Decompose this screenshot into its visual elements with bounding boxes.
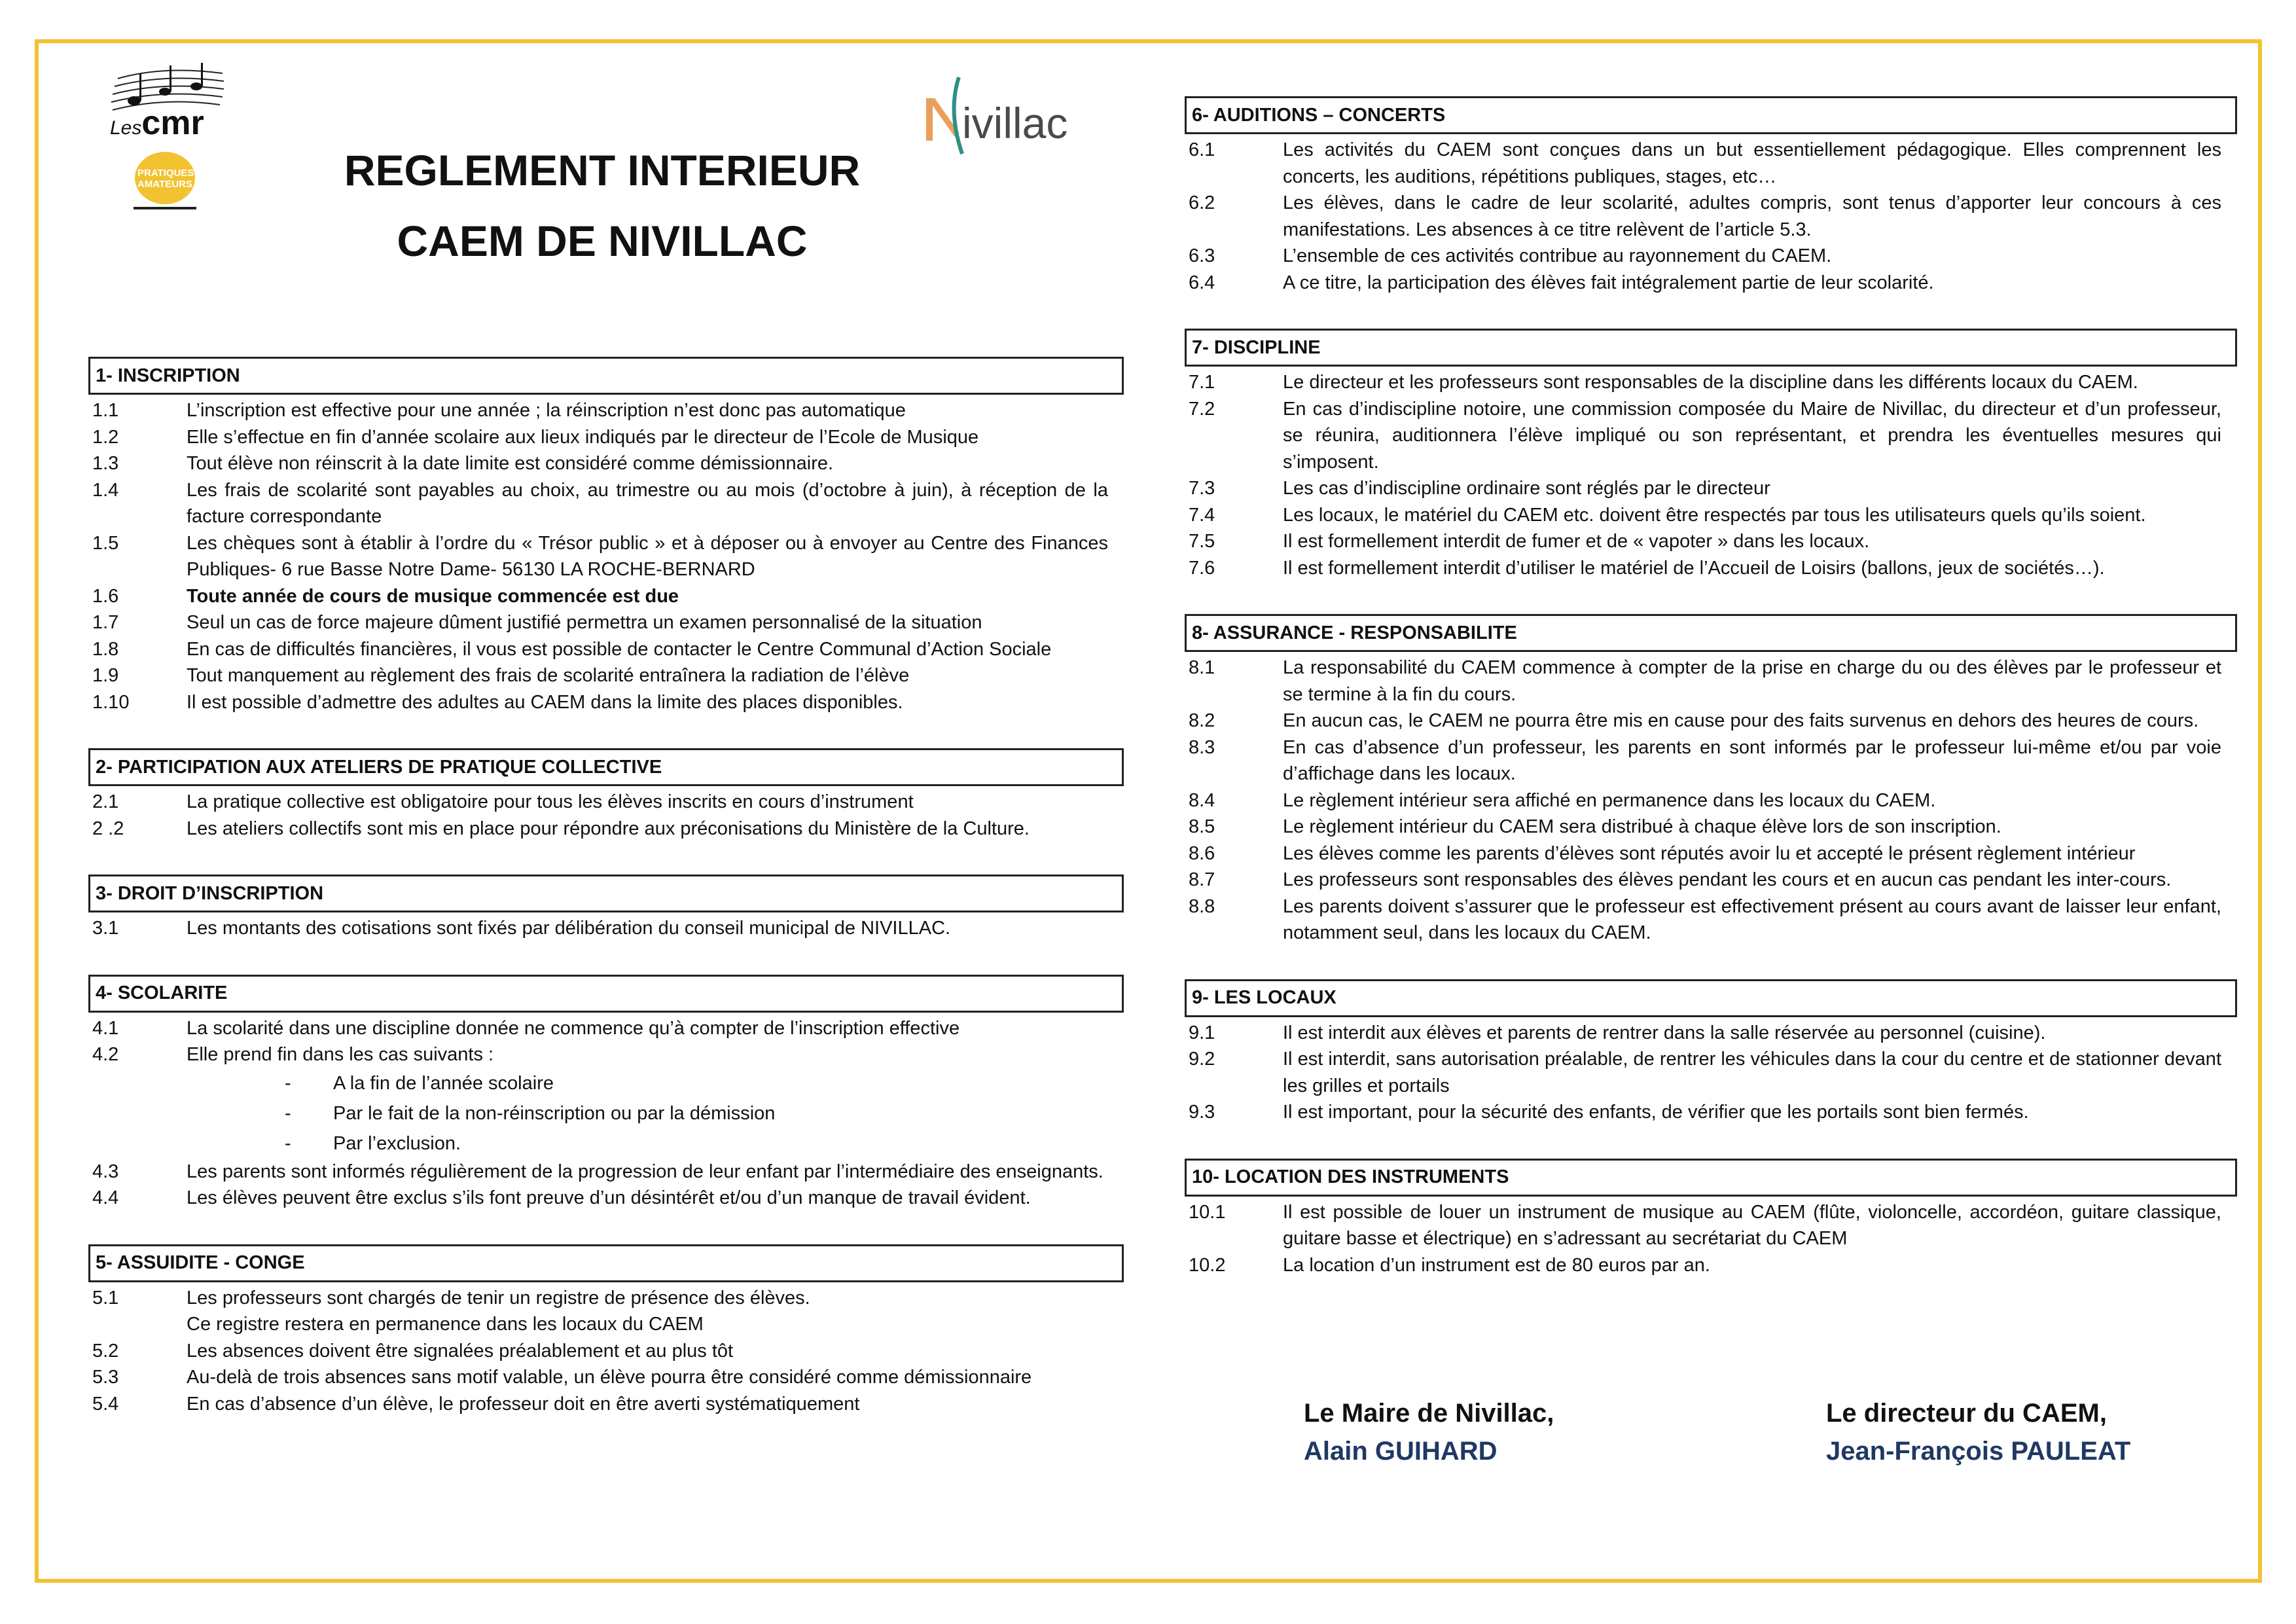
article-item <box>1185 190 2237 243</box>
article-text: Les absences doivent être signalées préalablement et au plus tôt <box>187 1340 734 1362</box>
article-item <box>88 477 1124 530</box>
article-number: 6.3 <box>1189 245 1215 266</box>
article-text: Les élèves, dans le cadre de leur scolarité, adultes compris, sont tenus d’apporter leur concours à ces manifestations. Les absences à ce titre relèvent de l’article 5.3. <box>1283 192 2221 240</box>
article-text: Au-delà de trois absences sans motif valable, un élève pourra être considéré comme démissionnaire <box>187 1367 1032 1388</box>
article-number: 8.5 <box>1189 816 1215 837</box>
article-item <box>1185 528 2237 555</box>
article-text: Tout élève non réinscrit à la date limite est considéré comme démissionnaire. <box>187 453 834 474</box>
article-item <box>88 1338 1124 1365</box>
article-text: La responsabilité du CAEM commence à compter de la prise en charge du ou des élèves par le professeur et se termine à la fin du cours. <box>1283 657 2221 705</box>
article-number: 1.3 <box>92 453 119 474</box>
article-text: La location d’un instrument est de 80 euros par an. <box>1283 1254 1710 1276</box>
article-number: 10.2 <box>1189 1254 1226 1276</box>
article-item <box>88 816 1124 842</box>
article-item <box>88 1285 1124 1312</box>
article-number: 1.4 <box>92 479 119 501</box>
article-item <box>88 789 1124 816</box>
article-number: 1.8 <box>92 638 119 660</box>
article-number: 1.6 <box>92 585 119 607</box>
article-item <box>88 397 1124 424</box>
article-number: 8.4 <box>1189 789 1215 811</box>
article-text: Le règlement intérieur du CAEM sera distribué à chaque élève lors de son inscription. <box>1283 816 2001 837</box>
mayor-signature <box>1304 1394 1554 1470</box>
article-item <box>88 424 1124 451</box>
section-heading: 1- INSCRIPTION <box>88 357 1124 395</box>
article-number: 7.4 <box>1189 504 1215 526</box>
director-name: Jean-François PAULEAT <box>1826 1437 2131 1466</box>
article-text: L’ensemble de ces activités contribue au rayonnement du CAEM. <box>1283 245 1832 266</box>
article-text: Le règlement intérieur sera affiché en permanence dans les locaux du CAEM. <box>1283 789 1936 811</box>
subitem-text: Par l’exclusion. <box>333 1132 461 1154</box>
article-number: 1.5 <box>92 532 119 554</box>
article-item <box>88 636 1124 663</box>
article-text: En aucun cas, le CAEM ne pourra être mis en cause pour des faits survenus en dehors des heures de cours. <box>1283 710 2199 731</box>
article-item <box>88 1041 1124 1068</box>
article-number: 5.3 <box>92 1367 119 1388</box>
article-item <box>1185 893 2237 947</box>
article-text: Tout manquement au règlement des frais de scolarité entraînera la radiation de l’élève <box>187 665 910 686</box>
article-item <box>88 609 1124 636</box>
article-text: Ce registre restera en permanence dans les locaux du CAEM <box>187 1314 704 1335</box>
article-number: 4.3 <box>92 1161 119 1182</box>
article-item <box>1185 555 2237 582</box>
article-item <box>1185 867 2237 893</box>
article-item <box>88 1159 1124 1185</box>
article-item <box>1185 655 2237 708</box>
logo-cmr-prefix: Les <box>110 117 142 139</box>
article-number: 6.4 <box>1189 272 1215 293</box>
article-item <box>1185 787 2237 814</box>
article-text: Il est formellement interdit de fumer et de « vapoter » dans les locaux. <box>1283 531 1870 552</box>
article-text: L’inscription est effective pour une année ; la réinscription n’est donc pas automatique <box>187 400 906 421</box>
article-text: Les professeurs sont chargés de tenir un registre de présence des élèves. <box>187 1287 810 1308</box>
article-number: 3.1 <box>92 918 119 939</box>
section-heading: 5- ASSUIDITE - CONGE <box>88 1244 1124 1282</box>
article-number: 1.2 <box>92 426 119 448</box>
article-text: La scolarité dans une discipline donnée ne commence qu’à compter de l’inscription effective <box>187 1017 960 1039</box>
subitem-text: A la fin de l’année scolaire <box>333 1072 554 1094</box>
article-text: Les activités du CAEM sont conçues dans un but essentiellement pédagogique. Elles comprennent les concerts, les auditions, répétitions publiques, stages, etc… <box>1283 139 2221 187</box>
article-item <box>1185 243 2237 270</box>
logo-nivillac-text: ivillac <box>962 99 1068 147</box>
article-number: 4.1 <box>92 1017 119 1039</box>
article-text: A ce titre, la participation des élèves fait intégralement partie de leur scolarité. <box>1283 272 1934 293</box>
dash-bullet: - <box>285 1132 291 1154</box>
article-item <box>88 689 1124 716</box>
director-role: Le directeur du CAEM, <box>1826 1399 2107 1428</box>
article-number <box>88 1311 187 1338</box>
article-text: Les parents doivent s’assurer que le professeur est effectivement présent au cours avant de laisser leur enfant, notamment seul, dans les locaux du CAEM. <box>1283 895 2221 943</box>
article-number: 7.5 <box>1189 531 1215 552</box>
article-item <box>88 1185 1124 1212</box>
article-text: En cas d’absence d’un élève, le professeur doit en être averti systématiquement <box>187 1393 860 1415</box>
article-item <box>1185 137 2237 190</box>
article-text: Il est interdit aux élèves et parents de rentrer dans la salle réservée au personnel (cuisine). <box>1283 1022 2046 1043</box>
article-item <box>1185 396 2237 476</box>
article-item <box>1185 1252 2237 1279</box>
article-number: 5.2 <box>92 1340 119 1362</box>
article-text: Les ateliers collectifs sont mis en place pour répondre aux préconisations du Ministère de la Culture. <box>187 818 1030 839</box>
section <box>1185 614 2237 947</box>
article-number: 8.7 <box>1189 869 1215 890</box>
right-column <box>1185 96 2237 1311</box>
article-number: 1.10 <box>92 691 130 713</box>
article-text: Les élèves peuvent être exclus s’ils font preuve d’un désintérêt et/ou d’un manque de travail évident. <box>187 1187 1031 1208</box>
article-number: 8.8 <box>1189 895 1215 917</box>
article-number: 7.6 <box>1189 557 1215 579</box>
article-item <box>88 583 1124 610</box>
article-text: La pratique collective est obligatoire pour tous les élèves inscrits en cours d’instrument <box>187 791 914 812</box>
article-item <box>1185 270 2237 297</box>
section-heading: 9- LES LOCAUX <box>1185 979 2237 1017</box>
article-item <box>1185 814 2237 840</box>
article-item <box>88 1311 1124 1338</box>
section <box>88 1244 1124 1418</box>
section-heading: 7- DISCIPLINE <box>1185 329 2237 367</box>
article-text: Les cas d’indiscipline ordinaire sont réglés par le directeur <box>1283 478 1770 499</box>
section-heading: 4- SCOLARITE <box>88 975 1124 1013</box>
article-number: 9.2 <box>1189 1049 1215 1070</box>
article-number: 7.3 <box>1189 478 1215 499</box>
page-subtitle: CAEM DE NIVILLAC <box>397 217 808 265</box>
article-item <box>1185 1046 2237 1099</box>
article-text: Il est possible d’admettre des adultes au CAEM dans la limite des places disponibles. <box>187 691 903 713</box>
article-number: 2 .2 <box>92 818 124 839</box>
article-number: 4.4 <box>92 1187 119 1208</box>
article-number: 5.4 <box>92 1393 119 1415</box>
article-item <box>88 915 1124 942</box>
article-number: 8.3 <box>1189 736 1215 758</box>
logo-cmr-text: cmr <box>141 104 204 142</box>
article-text: Le directeur et les professeurs sont responsables de la discipline dans les différents locaux du CAEM. <box>1283 372 2138 393</box>
article-text: Il est possible de louer un instrument de musique au CAEM (flûte, violoncelle, accordéon, guitare classique, guitare basse et électrique) en s’adressant au secrétariat du CAEM <box>1283 1201 2221 1249</box>
page-title: REGLEMENT INTERIEUR <box>344 146 861 194</box>
article-item <box>1185 1020 2237 1047</box>
article-item <box>88 1015 1124 1042</box>
article-number: 2.1 <box>92 791 119 812</box>
article-item <box>1185 708 2237 734</box>
section <box>88 875 1124 942</box>
list-subitem <box>88 1068 1124 1098</box>
article-text: Les locaux, le matériel du CAEM etc. doivent être respectés par tous les utilisateurs quels qu’ils soient. <box>1283 504 2146 526</box>
section <box>1185 96 2237 296</box>
subitem-text: Par le fait de la non-réinscription ou par la démission <box>333 1102 776 1124</box>
article-number: 7.2 <box>1189 398 1215 420</box>
article-text: Les frais de scolarité sont payables au choix, au trimestre ou au mois (d’octobre à juin), à réception de la facture correspondante <box>187 479 1108 527</box>
article-number: 5.1 <box>92 1287 119 1308</box>
director-signature <box>1826 1394 2130 1470</box>
article-item <box>1185 502 2237 529</box>
article-text: En cas d’indiscipline notoire, une commission composée du Maire de Nivillac, du directeur et d’un professeur, se réunira, auditionnera l’élève impliqué ou son représentant, et prendra les éventuelles mesures qui s’imposent. <box>1283 398 2221 473</box>
article-text: En cas d’absence d’un professeur, les parents en sont informés par le professeur lui-même et/ou par voie d’affichage dans les locaux. <box>1283 736 2221 784</box>
article-item <box>1185 1199 2237 1252</box>
section-heading: 3- DROIT D’INSCRIPTION <box>88 875 1124 912</box>
article-text: Il est formellement interdit d’utiliser le matériel de l’Accueil de Loisirs (ballons, jeux de sociétés…). <box>1283 557 2105 579</box>
section <box>1185 979 2237 1126</box>
article-number: 9.3 <box>1189 1102 1215 1123</box>
article-number: 8.1 <box>1189 657 1215 678</box>
article-item <box>88 662 1124 689</box>
article-text: Les élèves comme les parents d’élèves sont réputés avoir lu et accepté le présent règlement intérieur <box>1283 842 2136 864</box>
section-heading: 6- AUDITIONS – CONCERTS <box>1185 96 2237 134</box>
article-item <box>1185 1099 2237 1126</box>
pratiques-amateurs-logo <box>128 152 200 211</box>
article-number: 8.2 <box>1189 710 1215 731</box>
article-item <box>1185 369 2237 396</box>
article-item <box>1185 840 2237 867</box>
cmr-logo <box>105 60 229 145</box>
section <box>1185 329 2237 581</box>
dash-bullet: - <box>285 1102 291 1124</box>
article-text: Les parents sont informés régulièrement de la progression de leur enfant par l’intermédiaire des enseignants. <box>187 1161 1103 1182</box>
article-text: Seul un cas de force majeure dûment justifié permettra un examen personnalisé de la situation <box>187 612 982 633</box>
article-item <box>88 450 1124 477</box>
article-number: 8.6 <box>1189 842 1215 864</box>
article-number: 6.2 <box>1189 192 1215 213</box>
pratiques-underline <box>134 207 196 209</box>
article-text: Les professeurs sont responsables des élèves pendant les cours et en aucun cas pendant les inter-cours. <box>1283 869 2172 890</box>
mayor-name: Alain GUIHARD <box>1304 1437 1498 1466</box>
article-item <box>88 1391 1124 1418</box>
article-item <box>88 1364 1124 1391</box>
article-text: Elle prend fin dans les cas suivants : <box>187 1044 494 1065</box>
article-number: 1.1 <box>92 400 119 421</box>
logo-pratiques-text: PRATIQUES AMATEURS <box>137 168 194 190</box>
mayor-role: Le Maire de Nivillac, <box>1304 1399 1554 1428</box>
article-text: Il est important, pour la sécurité des enfants, de vérifier que les portails sont bien fermés. <box>1283 1102 2029 1123</box>
article-number: 6.1 <box>1189 139 1215 160</box>
section-heading: 8- ASSURANCE - RESPONSABILITE <box>1185 614 2237 652</box>
article-number: 1.9 <box>92 665 119 686</box>
section-heading: 10- LOCATION DES INSTRUMENTS <box>1185 1159 2237 1197</box>
article-text: Il est interdit, sans autorisation préalable, de rentrer les véhicules dans la cour du centre et de stationner devant les grilles et portails <box>1283 1049 2221 1096</box>
article-text: Toute année de cours de musique commencée est due <box>187 585 679 607</box>
nivillac-logo <box>923 72 1093 157</box>
article-number: 10.1 <box>1189 1201 1226 1223</box>
article-text: Elle s’effectue en fin d’année scolaire aux lieux indiqués par le directeur de l’Ecole de Musique <box>187 426 979 448</box>
dash-bullet: - <box>285 1072 291 1094</box>
article-number: 4.2 <box>92 1044 119 1065</box>
article-text: Les chèques sont à établir à l’ordre du « Trésor public » et à déposer ou à envoyer au Centre des Finances Publiques- 6 rue Basse Notre Dame- 56130 LA ROCHE-BERNARD <box>187 532 1108 580</box>
article-item <box>88 530 1124 583</box>
section <box>88 975 1124 1212</box>
article-number: 1.7 <box>92 612 119 633</box>
list-subitem <box>88 1098 1124 1128</box>
article-number: 9.1 <box>1189 1022 1215 1043</box>
article-text: Les montants des cotisations sont fixés par délibération du conseil municipal de NIVILLAC. <box>187 918 951 939</box>
article-number: 7.1 <box>1189 372 1215 393</box>
section <box>88 357 1124 715</box>
article-item <box>1185 734 2237 787</box>
list-subitem <box>88 1128 1124 1159</box>
left-column <box>88 357 1124 1450</box>
section <box>88 748 1124 842</box>
article-item <box>1185 475 2237 502</box>
article-text: En cas de difficultés financières, il vous est possible de contacter le Centre Communal d’Action Sociale <box>187 638 1052 660</box>
section-heading: 2- PARTICIPATION AUX ATELIERS DE PRATIQUE COLLECTIVE <box>88 748 1124 786</box>
section <box>1185 1159 2237 1279</box>
